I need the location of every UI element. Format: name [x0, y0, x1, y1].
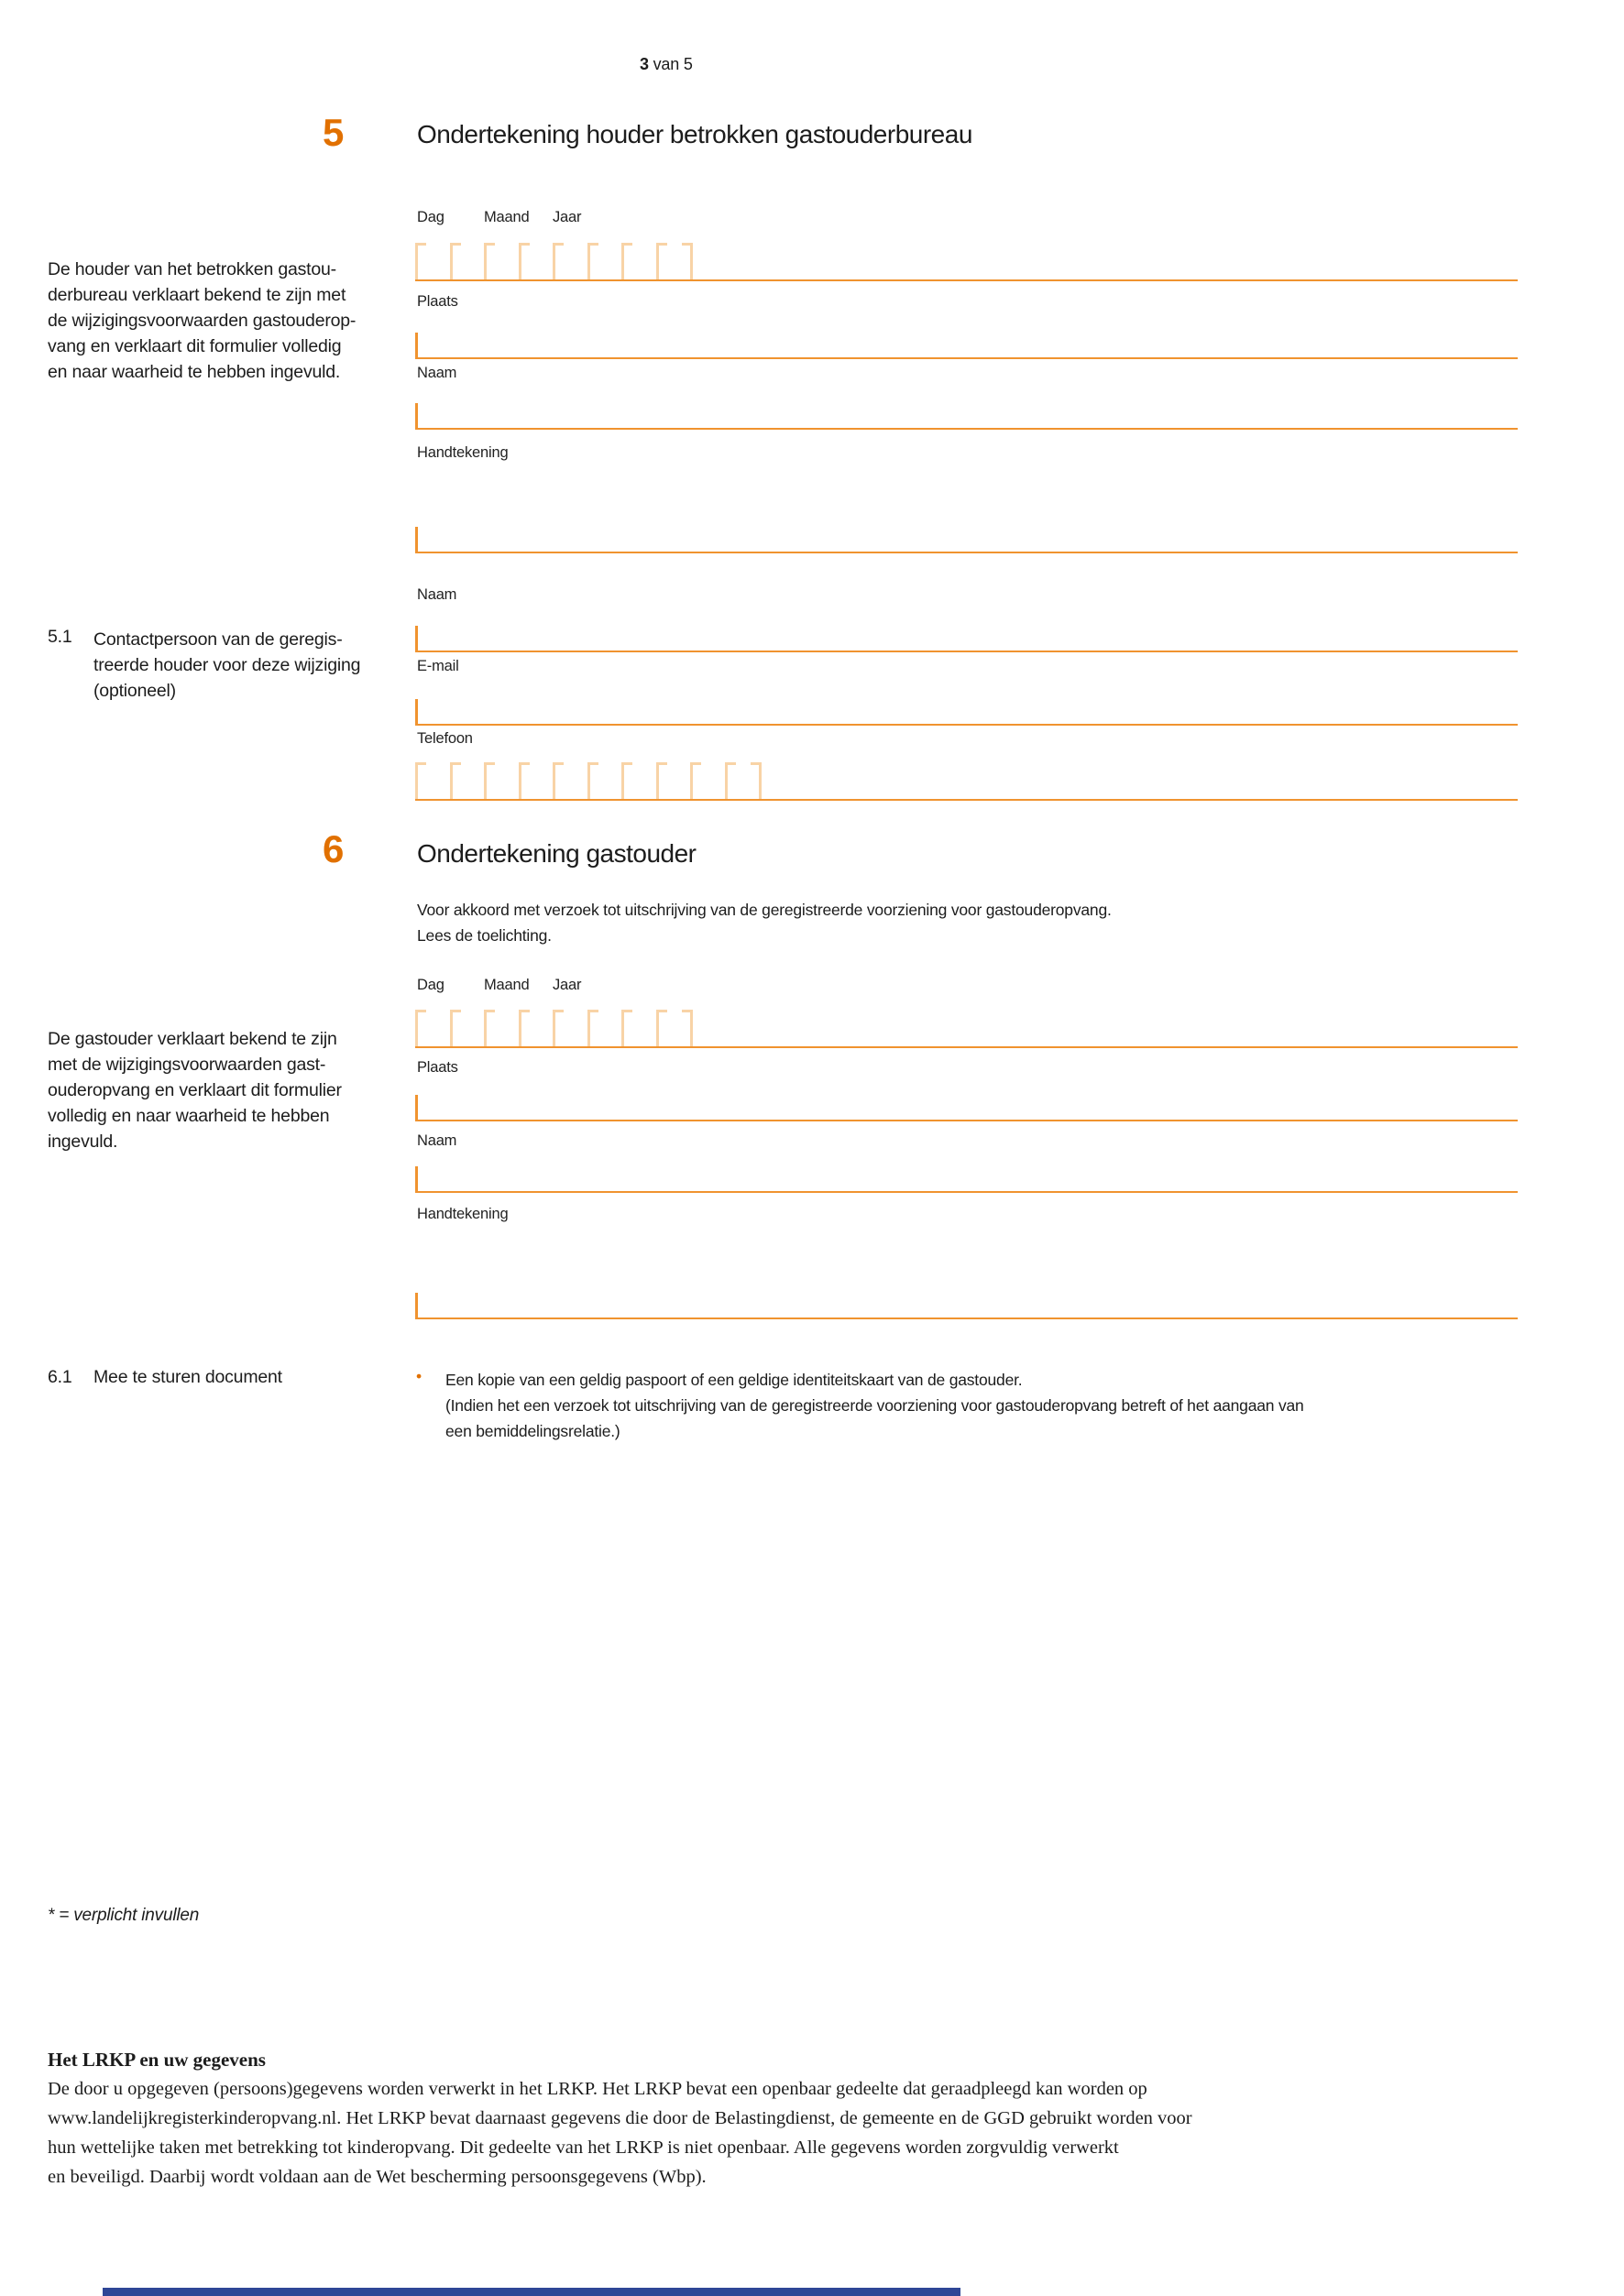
intro-line: Lees de toelichting.	[417, 926, 552, 945]
digit-cell-tick	[656, 243, 659, 279]
s5-handtekening-input[interactable]	[415, 525, 1518, 553]
field-start-tick	[415, 626, 418, 651]
digit-cell-tick	[519, 762, 521, 799]
digit-cell-tick	[587, 1010, 590, 1046]
field-start-tick	[415, 1095, 418, 1120]
digit-cell-tick	[484, 243, 487, 279]
digit-cell-tick	[519, 1010, 521, 1046]
field-start-tick	[415, 699, 418, 724]
plaats-label: Plaats	[417, 293, 458, 310]
field-start-tick	[415, 1166, 418, 1191]
digit-cell-tick	[415, 762, 418, 799]
digit-cell-tick	[621, 762, 624, 799]
note-line: de wijzigingsvoorwaarden gastouderop-	[48, 311, 357, 331]
section-5-number: 5	[323, 111, 345, 154]
field-start-tick	[415, 333, 418, 357]
section-6-declaration-note	[48, 1026, 342, 1154]
digit-cell-tick	[587, 243, 590, 279]
date-labels	[415, 209, 782, 227]
page-number-current: 3	[640, 55, 649, 73]
note-line: vang en verklaart dit formulier volledig	[48, 336, 342, 356]
digit-cell-tick	[450, 243, 453, 279]
field-start-tick	[415, 403, 418, 428]
s6-handtekening-input[interactable]	[415, 1291, 1518, 1319]
intro-line: Voor akkoord met verzoek tot uitschrijving van de geregistreerde voorziening voor gastouderopvang.	[417, 901, 1112, 919]
s6-plaats-input[interactable]	[415, 1093, 1518, 1121]
digit-cell-tick	[621, 243, 624, 279]
digit-cell-tick	[450, 762, 453, 799]
bullet-icon: •	[416, 1367, 422, 1385]
s6-naam-input[interactable]	[415, 1164, 1518, 1193]
month-label: Maand	[484, 209, 530, 225]
digit-cell-tick	[759, 762, 762, 799]
day-label: Dag	[417, 977, 444, 993]
field-start-tick	[415, 1293, 418, 1317]
note-line: ingevuld.	[48, 1132, 118, 1152]
plaats-label: Plaats	[417, 1059, 458, 1076]
section-6-1-label: Mee te sturen document	[93, 1367, 282, 1387]
digit-cell-tick	[519, 243, 521, 279]
section-5-title: Ondertekening houder betrokken gastouderbureau	[417, 120, 972, 148]
bullet-line: Een kopie van een geldig paspoort of een geldige identiteitskaart van de gastouder.	[445, 1371, 1023, 1389]
digit-cell-tick	[553, 1010, 555, 1046]
lrkp-line: De door u opgegeven (persoons)gegevens worden verwerkt in het LRKP. Het LRKP bevat een openbaar gedeelte dat geraadpleegd kan worden op	[48, 2079, 1147, 2099]
section-6-title: Ondertekening gastouder	[417, 839, 697, 868]
section-6-intro	[417, 897, 1112, 948]
note-line: (optioneel)	[93, 681, 176, 701]
s5-naam-input[interactable]	[415, 401, 1518, 430]
page-number-total: van 5	[648, 55, 693, 73]
note-line: treerde houder voor deze wijziging	[93, 655, 361, 675]
section-5-1-number: 5.1	[48, 627, 72, 647]
digit-cell-tick	[725, 762, 728, 799]
digit-cell-tick	[690, 243, 693, 279]
note-line: en naar waarheid te hebben ingevuld.	[48, 362, 341, 382]
year-label: Jaar	[553, 977, 582, 993]
digit-cell-tick	[587, 762, 590, 799]
lrkp-heading: Het LRKP en uw gegevens	[48, 2049, 266, 2071]
required-fields-note: * = verplicht invullen	[48, 1906, 200, 1925]
digit-cell-tick	[415, 1010, 418, 1046]
day-label: Dag	[417, 209, 444, 225]
digit-cell-tick	[621, 1010, 624, 1046]
contact-naam-input[interactable]	[415, 624, 1518, 652]
contact-naam-label: Naam	[417, 586, 457, 603]
note-line: met de wijzigingsvoorwaarden gast-	[48, 1055, 326, 1075]
digit-cell-tick	[553, 762, 555, 799]
footer-blue-bar	[103, 2288, 960, 2296]
note-line: De gastouder verklaart bekend te zijn	[48, 1029, 337, 1049]
digit-cell-tick	[484, 1010, 487, 1046]
lrkp-line: hun wettelijke taken met betrekking tot kinderopvang. Dit gedeelte van het LRKP is niet openbaar. Alle gegevens worden zorgvuldig verwerkt	[48, 2137, 1119, 2158]
section-6-number: 6	[323, 827, 345, 870]
digit-cell-tick	[656, 762, 659, 799]
month-label: Maand	[484, 977, 530, 993]
telefoon-input[interactable]	[415, 759, 1518, 801]
telefoon-label: Telefoon	[417, 730, 473, 747]
section-6-1-number: 6.1	[48, 1367, 72, 1387]
email-label: E-mail	[417, 658, 459, 674]
section-6-1-document-text	[445, 1367, 1304, 1444]
s5-date-input[interactable]	[415, 239, 1518, 281]
digit-cell-tick	[656, 1010, 659, 1046]
year-label: Jaar	[553, 209, 582, 225]
naam-label: Naam	[417, 365, 457, 381]
note-line: De houder van het betrokken gastou-	[48, 259, 336, 279]
lrkp-paragraph	[48, 2074, 1192, 2192]
note-line: ouderopvang en verklaart dit formulier	[48, 1080, 342, 1100]
page-number	[640, 55, 693, 74]
note-line: derbureau verklaart bekend te zijn met	[48, 285, 346, 305]
handtekening-label: Handtekening	[417, 444, 509, 461]
section-5-1-label	[93, 627, 360, 704]
lrkp-line: en beveiligd. Daarbij wordt voldaan aan de Wet bescherming persoonsgegevens (Wbp).	[48, 2167, 707, 2187]
bullet-line: (Indien het een verzoek tot uitschrijving van de geregistreerde voorziening voor gastouderopvang betreft of het aangaan van	[445, 1396, 1304, 1415]
lrkp-line: www.landelijkregisterkinderopvang.nl. Het LRKP bevat daarnaast gegevens die door de Belastingdienst, de gemeente en de GGD gebruikt worden voor	[48, 2108, 1192, 2128]
digit-cell-tick	[690, 1010, 693, 1046]
handtekening-label: Handtekening	[417, 1206, 509, 1222]
email-input[interactable]	[415, 697, 1518, 726]
date-labels	[415, 977, 782, 995]
digit-cell-tick	[450, 1010, 453, 1046]
digit-cell-tick	[553, 243, 555, 279]
s5-plaats-input[interactable]	[415, 331, 1518, 359]
digit-cell-tick	[415, 243, 418, 279]
note-line: Contactpersoon van de geregis-	[93, 629, 343, 650]
note-line: volledig en naar waarheid te hebben	[48, 1106, 330, 1126]
s6-date-input[interactable]	[415, 1006, 1518, 1048]
section-5-declaration-note	[48, 257, 356, 385]
field-start-tick	[415, 527, 418, 552]
bullet-line: een bemiddelingsrelatie.)	[445, 1422, 620, 1440]
naam-label: Naam	[417, 1132, 457, 1149]
digit-cell-tick	[690, 762, 693, 799]
digit-cell-tick	[484, 762, 487, 799]
